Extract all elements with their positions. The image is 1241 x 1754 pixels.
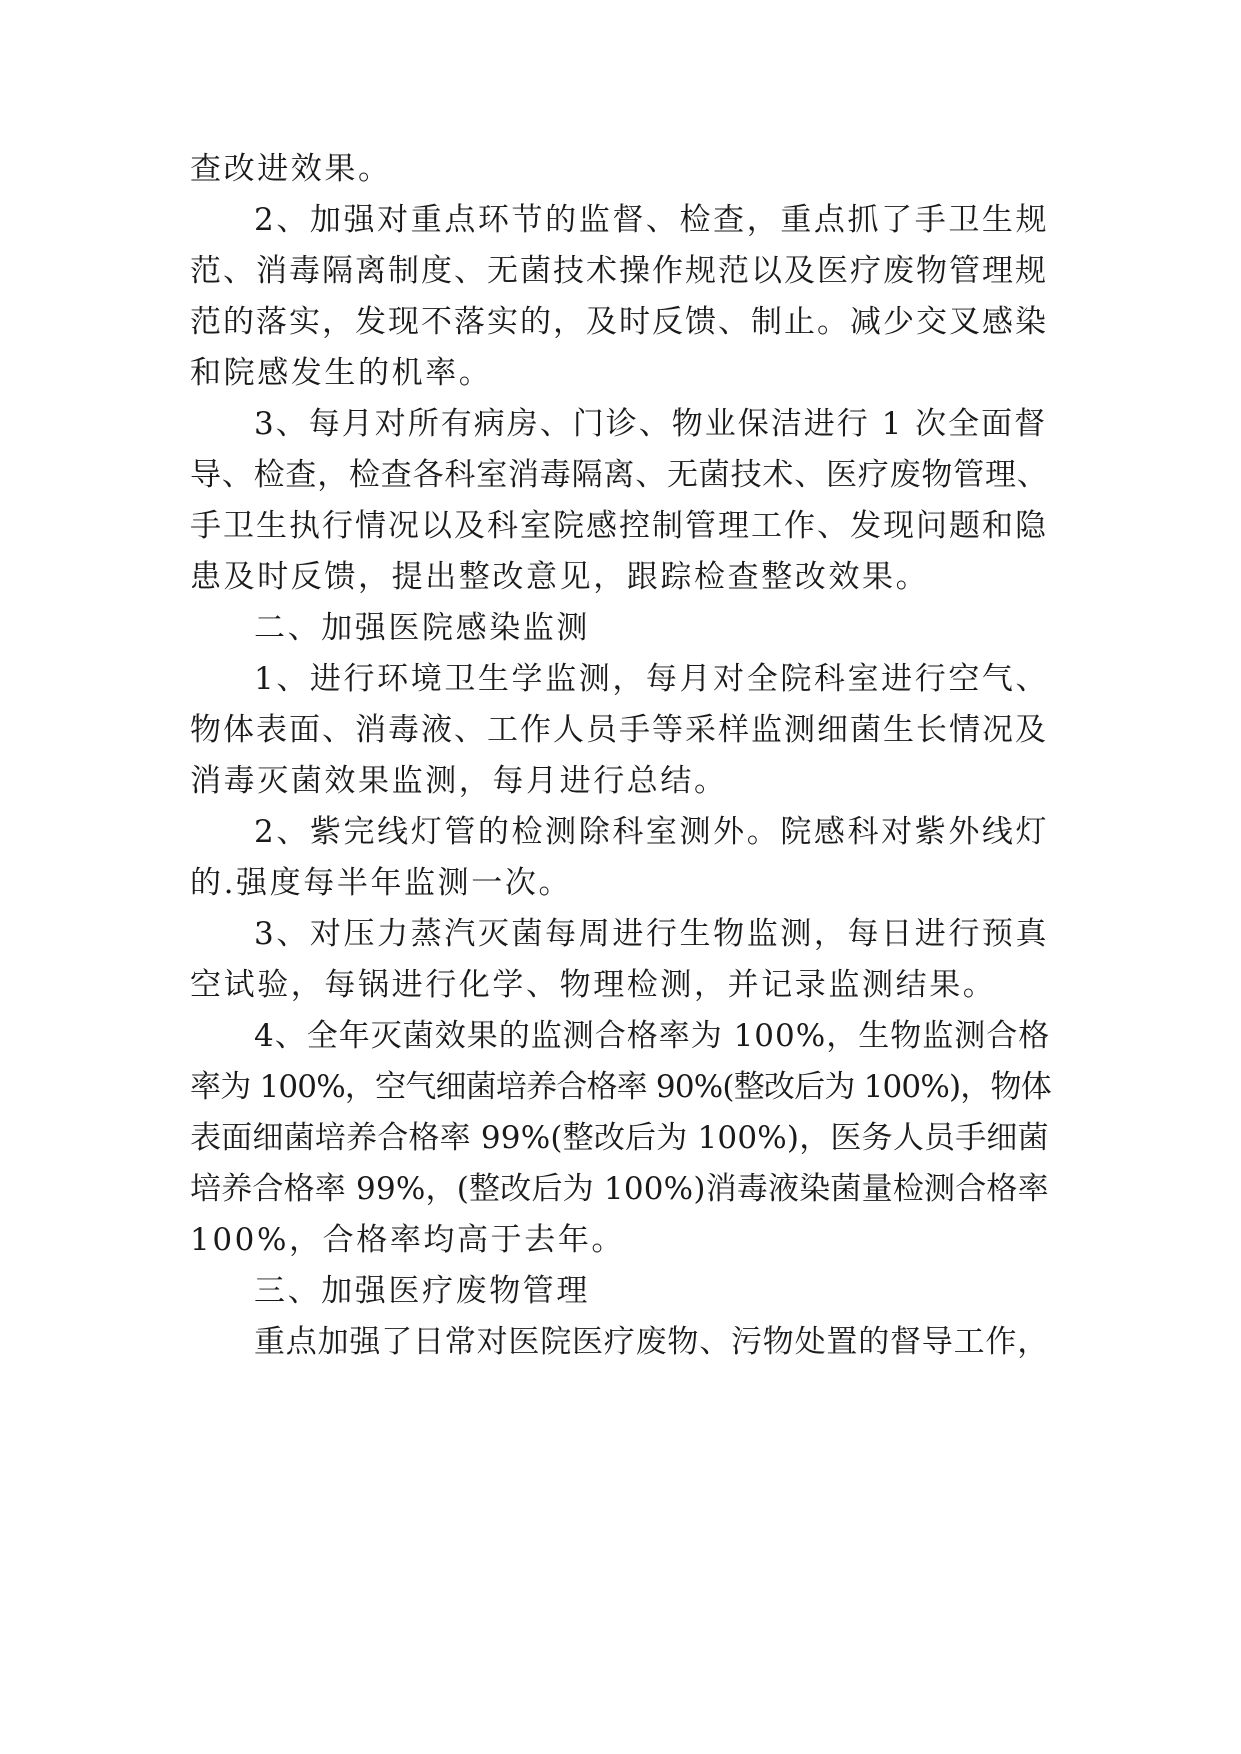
text-line: 物体表面、消毒液、工作人员手等采样监测细菌生长情况及	[190, 712, 1048, 748]
text-line: 率为 100%，空气细菌培养合格率 90%(整改后为 100%)，物体	[190, 1069, 1051, 1105]
paragraph-start: 1、进行环境卫生学监测，每月对全院科室进行空气、	[254, 661, 1050, 697]
text-line: 消毒灭菌效果监测，每月进行总结。	[190, 763, 728, 799]
text-line: 的.强度每半年监测一次。	[190, 865, 573, 901]
paragraph-start: 3、对压力蒸汽灭菌每周进行生物监测，每日进行预真	[254, 916, 1050, 952]
paragraph-start: 3、每月对所有病房、门诊、物业保洁进行 1 次全面督	[254, 406, 1048, 442]
text-line: 表面细菌培养合格率 99%(整改后为 100%)，医务人员手细菌	[190, 1120, 1049, 1156]
text-line: 培养合格率 99%，(整改后为 100%)消毒液染菌量检测合格率	[190, 1171, 1049, 1207]
text-line: 空试验，每锅进行化学、物理检测，并记录监测结果。	[190, 967, 997, 1003]
text-line: 手卫生执行情况以及科室院感控制管理工作、发现问题和隐	[190, 508, 1048, 544]
text-line: 100%，合格率均高于去年。	[190, 1222, 626, 1258]
text-line: 和院感发生的机率。	[190, 355, 493, 391]
paragraph-start: 2、紫完线灯管的检测除科室测外。院感科对紫外线灯	[254, 814, 1050, 850]
text-line: 范、消毒隔离制度、无菌技术操作规范以及医疗废物管理规	[190, 253, 1048, 289]
paragraph-start: 4、全年灭菌效果的监测合格率为 100%，生物监测合格	[254, 1018, 1051, 1054]
paragraph-start: 2、加强对重点环节的监督、检查，重点抓了手卫生规	[254, 202, 1050, 238]
section-heading: 二、加强医院感染监测	[254, 610, 590, 646]
text-line: 导、检查，检查各科室消毒隔离、无菌技术、医疗废物管理、	[190, 457, 1049, 493]
text-line: 患及时反馈，提出整改意见，跟踪检查整改效果。	[190, 559, 930, 595]
text-line: 范的落实，发现不落实的，及时反馈、制止。减少交叉感染	[190, 304, 1048, 340]
paragraph-start: 重点加强了日常对医院医疗废物、污物处置的督导工作，	[254, 1324, 1049, 1360]
section-heading: 三、加强医疗废物管理	[254, 1273, 590, 1309]
text-line: 查改进效果。	[190, 151, 392, 187]
